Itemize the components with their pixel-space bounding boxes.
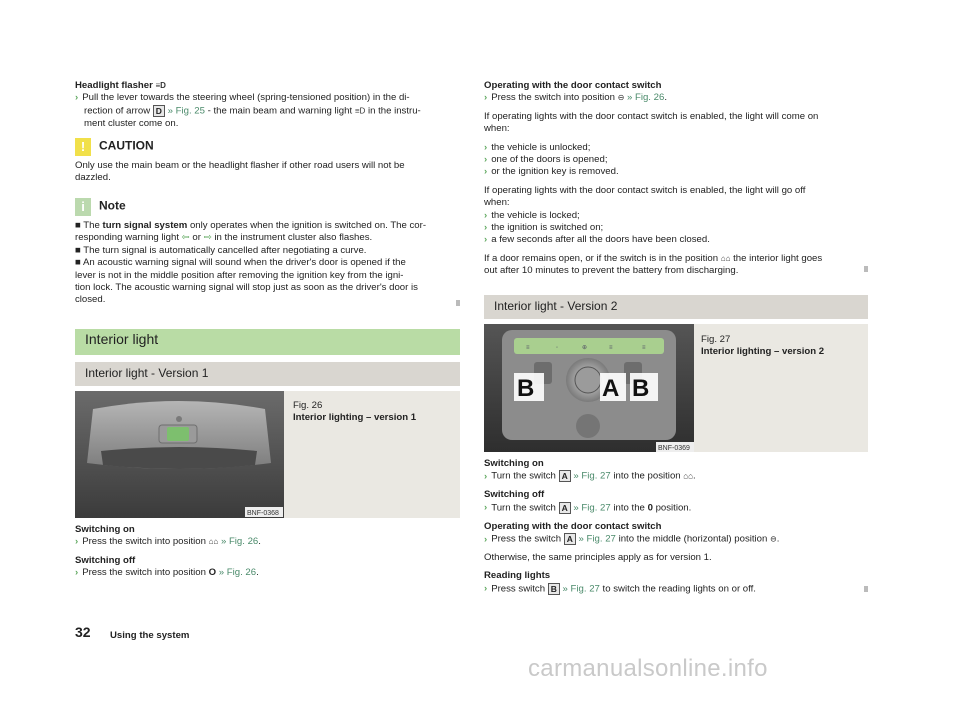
- section-title: Interior light: [85, 331, 159, 347]
- caution-box: [75, 138, 460, 185]
- door-on-item: the vehicle is unlocked;: [491, 141, 591, 153]
- subsection-header-v2: [484, 295, 868, 319]
- fig-27-link[interactable]: » Fig. 27: [573, 502, 611, 514]
- reading-title: Reading lights: [484, 570, 551, 582]
- note-3d: closed.: [75, 294, 106, 306]
- v2-switch-off-title: Switching off: [484, 489, 545, 501]
- fig-26-num: Fig. 26: [293, 400, 323, 411]
- step-arrow-icon: ›: [484, 583, 488, 595]
- bullet-arrow-icon: ›: [484, 222, 488, 234]
- section-end-mark: [864, 266, 868, 272]
- door-on-item: one of the doors is opened;: [491, 154, 608, 166]
- bullet-arrow-icon: ›: [484, 209, 488, 221]
- v2-switch-on-title: Switching on: [484, 458, 544, 469]
- note-1e: or: [192, 232, 201, 244]
- v2-switch-on-a: Turn the switch: [491, 470, 556, 482]
- note-1c: only operates when the ignition is switched on. The cor-: [189, 220, 427, 231]
- door-off-item: the ignition is switched on;: [491, 222, 604, 234]
- fig-27-link[interactable]: » Fig. 27: [578, 533, 616, 545]
- fig-26-code: BNF-0368: [247, 510, 279, 517]
- key-a: A: [564, 533, 576, 545]
- caution-title: CAUTION: [99, 138, 154, 153]
- flasher-section: [75, 80, 460, 130]
- note-1f: in the instrument cluster also flashes.: [214, 232, 373, 244]
- flasher-text-3: ment cluster come on.: [84, 117, 179, 129]
- step-arrow-icon: ›: [75, 567, 79, 579]
- v2-otherwise: Otherwise, the same principles apply as for version 1.: [484, 552, 712, 564]
- main-beam-icon: ≡D: [155, 81, 166, 90]
- note-title: Note: [99, 198, 126, 213]
- door-off-item: the vehicle is locked;: [491, 209, 580, 221]
- v2-switch-off-a: Turn the switch: [491, 502, 556, 514]
- door-contact-icon: ⊖: [770, 534, 777, 544]
- svg-text:◦: ◦: [556, 345, 559, 351]
- svg-text:≡: ≡: [642, 345, 646, 351]
- subsection-title-v2: Interior light - Version 2: [494, 299, 618, 313]
- door-on-1: If operating lights with the door contact switch is enabled, the light will come on: [484, 110, 819, 122]
- v1-off-position: O: [208, 567, 217, 579]
- bullet-arrow-icon: ›: [484, 234, 488, 246]
- step-arrow-icon: ›: [484, 502, 488, 514]
- bullet-arrow-icon: ›: [484, 154, 488, 166]
- step-arrow-icon: ›: [75, 92, 79, 104]
- door-off-2: when:: [484, 197, 510, 209]
- v2-switch-off-c: position.: [655, 502, 692, 514]
- key-a: A: [559, 470, 571, 482]
- interior-light-icon: ⌂⌂: [720, 253, 731, 263]
- fig-26-link[interactable]: » Fig. 26: [218, 567, 257, 579]
- v2-instructions: Switching on › Turn the switch A » Fig. 27 into the position ⌂⌂. Switching off › Turn the switch A » Fig. 27 into the 0 position. Operating with the door contact switch › Press the switch A » Fig. 27 into the middle (horizontal) position ⊖. Otherwise, the same principles apply as for version 1. Reading lights › Press switch B » Fig. 27 to switch the reading lights on or off.: [484, 458, 868, 596]
- step-arrow-icon: ›: [484, 533, 488, 545]
- interior-light-icon: ⌂⌂: [683, 471, 693, 481]
- fig-26-link[interactable]: » Fig. 26: [626, 92, 665, 104]
- door-contact-icon: ⊖: [617, 93, 625, 103]
- flasher-text-2a: rection of arrow: [84, 105, 151, 117]
- caution-text-1: Only use the main beam or the headlight flasher if other road users will not be: [75, 160, 405, 171]
- fig-26-caption-text: Interior lighting – version 1: [293, 412, 417, 424]
- v1-switch-off-title: Switching off: [75, 554, 136, 566]
- v2-door-a: Press the switch: [491, 533, 562, 545]
- door-off-item: a few seconds after all the doors have been closed.: [491, 234, 710, 246]
- section-header-interior-light: [75, 329, 460, 355]
- figure-27-caption: [701, 334, 861, 359]
- key-a: A: [559, 502, 571, 514]
- door-off-1: If operating lights with the door contact switch is enabled, the light will go off: [484, 184, 806, 196]
- v1-switch-off-text: Press the switch into position: [82, 567, 206, 579]
- section-end-mark: [456, 300, 460, 306]
- step-arrow-icon: ›: [484, 92, 488, 104]
- chapter-title: Using the system: [110, 630, 190, 641]
- v1-switch-on-text: Press the switch into position: [82, 536, 206, 548]
- flasher-text-2b: - the main beam and warning light: [207, 105, 353, 117]
- svg-text:≡: ≡: [609, 345, 613, 351]
- turn-signal-term: turn signal system: [102, 220, 188, 231]
- note-3b: lever is not in the middle position after removing the ignition key from the igni-: [75, 269, 404, 281]
- reading-b: to switch the reading lights on or off.: [602, 583, 756, 595]
- door-pos-2: out after 10 minutes to prevent the battery from discharging.: [484, 265, 739, 277]
- reading-a: Press switch: [491, 583, 546, 595]
- caution-text-2: dazzled.: [75, 172, 111, 184]
- flasher-text-1: Pull the lever towards the steering wheel (spring-tensioned position) in the di-: [82, 92, 410, 104]
- fig-25-link[interactable]: » Fig. 25: [167, 105, 205, 117]
- note-3c: tion lock. The acoustic warning signal will stop just as soon as the driver's door is: [75, 282, 418, 294]
- fig-27-link[interactable]: » Fig. 27: [562, 583, 600, 595]
- note-box: i Note ■ The turn signal system only operates when the ignition is switched on. The cor- responding warning light ⇦ or ⇨ in the instrument cluster also flashes. ■ The turn signal is automatically cancelled after negotiating a curve. ■ An acoustic warning signal will sound when the driver's door is opened if the lever is not in the middle position after removing the ignition key from the igni- tion lock. The acoustic warning signal will stop just as soon as the driver's door is closed.: [75, 198, 460, 307]
- svg-text:≡: ≡: [526, 345, 530, 351]
- figure-26-caption: [293, 400, 453, 425]
- subsection-title-v1: Interior light - Version 1: [85, 366, 209, 380]
- info-icon: i: [75, 198, 91, 216]
- note-1d: responding warning light: [75, 232, 179, 244]
- v1-switching: Switching on › Press the switch into position ⌂⌂ » Fig. 26. Switching off › Press the switch into position O » Fig. 26.: [75, 524, 460, 580]
- v2-door-title: Operating with the door contact switch: [484, 520, 662, 532]
- note-3a: An acoustic warning signal will sound when the driver's door is opened if the: [82, 257, 406, 269]
- interior-light-icon: ⌂⌂: [208, 537, 219, 547]
- section-end-mark: [864, 586, 868, 592]
- watermark-text: carmanualsonline.info: [528, 655, 768, 682]
- door-contact-section: Operating with the door contact switch › Press the switch into position ⊖ » Fig. 26. If operating lights with the door contact switch is enabled, the light will come on when: › the vehicle is unlocked; › one of the doors is opened; › or the ignition key is removed. If operating lights with the door contact switch is enabled, the light will go off when: › the vehicle is locked; › the ignition is switched on; › a few seconds after all the doors have been closed. If a door remains open, or if the switch is in the position ⌂⌂ the interior light goes out after 10 minutes to prevent the battery from discharging.: [484, 80, 868, 278]
- door-on-2: when:: [484, 123, 510, 135]
- fig-27-num: Fig. 27: [701, 334, 731, 345]
- key-b: B: [548, 583, 560, 595]
- fig-27-caption-text: Interior lighting – version 2: [701, 346, 825, 358]
- door-text: Press the switch into position: [491, 92, 615, 104]
- flasher-text-2c: in the instru-: [367, 105, 421, 117]
- fig-27-code: BNF-0369: [658, 445, 690, 452]
- bullet-arrow-icon: ›: [484, 141, 488, 153]
- step-arrow-icon: ›: [75, 536, 79, 548]
- note-2: The turn signal is automatically cancelled after negotiating a curve.: [83, 244, 367, 256]
- v1-switch-on-title: Switching on: [75, 524, 135, 535]
- v2-off-position: 0: [647, 502, 653, 514]
- warning-icon: !: [75, 138, 91, 156]
- step-arrow-icon: ›: [484, 470, 488, 482]
- door-title: Operating with the door contact switch: [484, 80, 662, 91]
- fig-26-link[interactable]: » Fig. 26: [220, 536, 259, 548]
- door-on-item: or the ignition key is removed.: [491, 166, 619, 178]
- door-pos-1b: the interior light goes: [733, 252, 823, 264]
- v2-switch-off-b: into the: [613, 502, 645, 514]
- subsection-header-v1: [75, 362, 460, 386]
- fig-27-link[interactable]: » Fig. 27: [573, 470, 611, 482]
- label-a: A: [602, 375, 620, 402]
- svg-text:⊕: ⊕: [582, 345, 588, 351]
- v2-switch-on-b: into the position: [613, 470, 681, 482]
- door-pos-1a: If a door remains open, or if the switch is in the position: [484, 252, 719, 264]
- v2-door-b: into the middle (horizontal) position: [618, 533, 768, 545]
- page-number: 32: [75, 624, 91, 640]
- turn-left-icon: ⇦: [181, 232, 190, 244]
- turn-right-icon: ⇨: [203, 232, 212, 244]
- label-b-left: B: [517, 375, 535, 402]
- figure-26-image: [75, 391, 284, 518]
- note-1a: The: [83, 220, 100, 231]
- label-b-right: B: [632, 375, 650, 402]
- figure-27-image: [484, 324, 694, 452]
- main-beam-warning-icon: ≡D: [354, 106, 366, 116]
- bullet-arrow-icon: ›: [484, 166, 488, 178]
- key-d: D: [153, 105, 165, 117]
- flasher-title: Headlight flasher: [75, 80, 153, 91]
